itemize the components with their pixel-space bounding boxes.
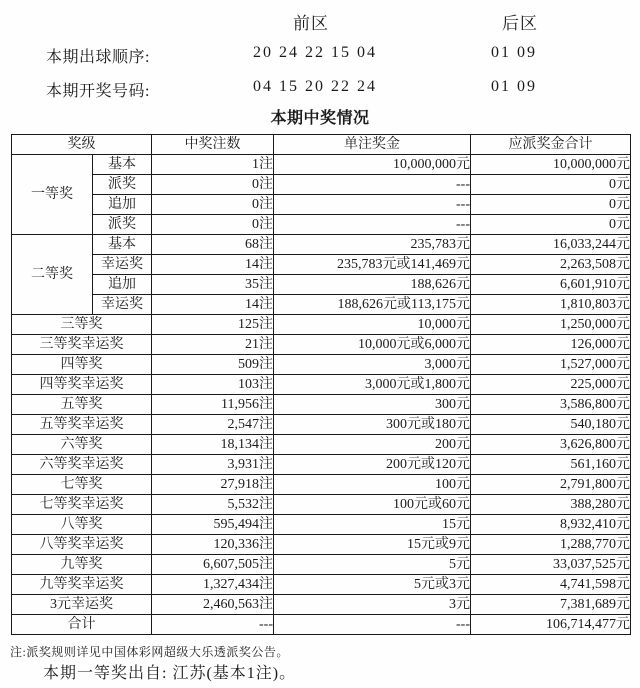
table-title: 本期中奖情况 [270,110,370,127]
prize-sub-cell: 幸运奖 [93,255,152,275]
single-prize-cell: 10,000,000元 [274,155,471,175]
prize-row [12,335,631,355]
prize-level-cell: 四等奖幸运奖 [12,375,152,395]
total-payout-cell: 0元 [471,175,631,195]
prize-row [12,495,631,515]
prize-row [12,235,631,255]
prize-sub-cell: 派奖 [93,215,152,235]
single-prize-cell: 100元 [274,475,471,495]
prize-row [12,455,631,475]
prize-row [12,475,631,495]
header-win-count: 中奖注数 [152,135,274,155]
total-payout-cell: 6,601,910元 [471,275,631,295]
single-prize-cell: 200元或120元 [274,455,471,475]
total-payout-cell: 3,586,800元 [471,395,631,415]
prize-row [12,415,631,435]
win-count-cell: 1,327,434注 [152,575,274,595]
first-prize-origin: 本期一等奖出自: 江苏(基本1注)。 [43,665,297,682]
prize-row [12,375,631,395]
win-count-cell: 509注 [152,355,274,375]
total-payout-cell: 1,527,000元 [471,355,631,375]
win-count-cell: 11,956注 [152,395,274,415]
total-payout-cell: 0元 [471,195,631,215]
total-payout-cell: 1,810,803元 [471,295,631,315]
total-payout-cell: 4,741,598元 [471,575,631,595]
prize-row [12,575,631,595]
header-single-prize: 单注奖金 [274,135,471,155]
win-count-cell: 1注 [152,155,274,175]
total-payout-cell: 1,250,000元 [471,315,631,335]
total-payout-cell: 2,263,508元 [471,255,631,275]
prize-group-cell: 一等奖 [12,155,93,235]
win-count-cell: 6,607,505注 [152,555,274,575]
prize-sub-cell: 幸运奖 [93,295,152,315]
total-payout-cell: 1,288,770元 [471,535,631,555]
prize-level-cell: 五等奖幸运奖 [12,415,152,435]
winning-numbers-back: 01 09 [491,78,537,95]
draw-order-back-numbers: 01 09 [491,44,537,61]
single-prize-cell: 15元 [274,515,471,535]
prize-row [12,535,631,555]
win-count-cell: 35注 [152,275,274,295]
draw-order-front-numbers: 20 24 22 15 04 [253,44,377,61]
total-payout-cell: 2,791,800元 [471,475,631,495]
total-payout-cell: 540,180元 [471,415,631,435]
header-prize-level: 奖级 [12,135,152,155]
prize-row [12,295,631,315]
win-count-cell: 27,918注 [152,475,274,495]
prize-sub-cell: 派奖 [93,175,152,195]
single-prize-cell: 300元或180元 [274,415,471,435]
win-count-cell: 120,336注 [152,535,274,555]
prize-row [12,315,631,335]
prize-level-cell: 七等奖幸运奖 [12,495,152,515]
prize-sub-cell: 基本 [93,235,152,255]
prize-table-header-row [12,135,631,155]
single-prize-cell: 300元 [274,395,471,415]
back-zone-label: 后区 [502,14,538,33]
prize-row [12,615,631,635]
prize-level-cell: 三等奖 [12,315,152,335]
win-count-cell: --- [152,615,274,635]
single-prize-cell: 188,626元或113,175元 [274,295,471,315]
prize-row [12,275,631,295]
win-count-cell: 125注 [152,315,274,335]
single-prize-cell: 200元 [274,435,471,455]
win-count-cell: 0注 [152,215,274,235]
prize-row [12,435,631,455]
single-prize-cell: --- [274,215,471,235]
prize-level-cell: 七等奖 [12,475,152,495]
prize-level-cell: 六等奖 [12,435,152,455]
prize-row [12,395,631,415]
single-prize-cell: 15元或9元 [274,535,471,555]
total-payout-cell: 3,626,800元 [471,435,631,455]
front-zone-label: 前区 [293,14,329,33]
prize-table [11,134,631,635]
prize-level-cell: 三等奖幸运奖 [12,335,152,355]
win-count-cell: 21注 [152,335,274,355]
single-prize-cell: --- [274,175,471,195]
payout-rule-note: 注:派奖规则详见中国体彩网超级大乐透派奖公告。 [10,645,289,659]
prize-level-cell: 八等奖 [12,515,152,535]
win-count-cell: 3,931注 [152,455,274,475]
total-payout-cell: 106,714,477元 [471,615,631,635]
single-prize-cell: --- [274,615,471,635]
total-payout-cell: 388,280元 [471,495,631,515]
prize-sub-cell: 追加 [93,195,152,215]
single-prize-cell: 188,626元 [274,275,471,295]
single-prize-cell: 235,783元或141,469元 [274,255,471,275]
single-prize-cell: 3,000元或1,800元 [274,375,471,395]
single-prize-cell: 5元 [274,555,471,575]
prize-row [12,175,631,195]
total-payout-cell: 225,000元 [471,375,631,395]
win-count-cell: 18,134注 [152,435,274,455]
win-count-cell: 5,532注 [152,495,274,515]
prize-row [12,355,631,375]
win-count-cell: 68注 [152,235,274,255]
win-count-cell: 595,494注 [152,515,274,535]
prize-row [12,595,631,615]
prize-row [12,195,631,215]
total-payout-cell: 126,000元 [471,335,631,355]
prize-row [12,555,631,575]
total-payout-cell: 16,033,244元 [471,235,631,255]
prize-level-cell: 五等奖 [12,395,152,415]
total-payout-cell: 10,000,000元 [471,155,631,175]
single-prize-cell: 100元或60元 [274,495,471,515]
win-count-cell: 14注 [152,295,274,315]
prize-level-cell: 四等奖 [12,355,152,375]
single-prize-cell: 10,000元 [274,315,471,335]
prize-sub-cell: 基本 [93,155,152,175]
total-payout-cell: 561,160元 [471,455,631,475]
win-count-cell: 2,460,563注 [152,595,274,615]
prize-group-cell: 二等奖 [12,235,93,315]
prize-sub-cell: 追加 [93,275,152,295]
winning-numbers-front: 04 15 20 22 24 [253,78,377,95]
prize-level-cell: 合计 [12,615,152,635]
prize-level-cell: 九等奖幸运奖 [12,575,152,595]
winning-numbers-label: 本期开奖号码: [46,83,150,100]
win-count-cell: 2,547注 [152,415,274,435]
prize-level-cell: 九等奖 [12,555,152,575]
prize-level-cell: 八等奖幸运奖 [12,535,152,555]
total-payout-cell: 8,932,410元 [471,515,631,535]
header-total-payout: 应派奖金合计 [471,135,631,155]
single-prize-cell: --- [274,195,471,215]
single-prize-cell: 5元或3元 [274,575,471,595]
win-count-cell: 0注 [152,195,274,215]
prize-level-cell: 3元幸运奖 [12,595,152,615]
draw-order-label: 本期出球顺序: [46,49,150,66]
total-payout-cell: 0元 [471,215,631,235]
total-payout-cell: 33,037,525元 [471,555,631,575]
prize-table-body [12,155,631,635]
single-prize-cell: 3,000元 [274,355,471,375]
prize-row [12,515,631,535]
prize-row [12,215,631,235]
win-count-cell: 14注 [152,255,274,275]
single-prize-cell: 3元 [274,595,471,615]
prize-level-cell: 六等奖幸运奖 [12,455,152,475]
single-prize-cell: 235,783元 [274,235,471,255]
win-count-cell: 103注 [152,375,274,395]
total-payout-cell: 7,381,689元 [471,595,631,615]
single-prize-cell: 10,000元或6,000元 [274,335,471,355]
win-count-cell: 0注 [152,175,274,195]
prize-row [12,155,631,175]
prize-row [12,255,631,275]
